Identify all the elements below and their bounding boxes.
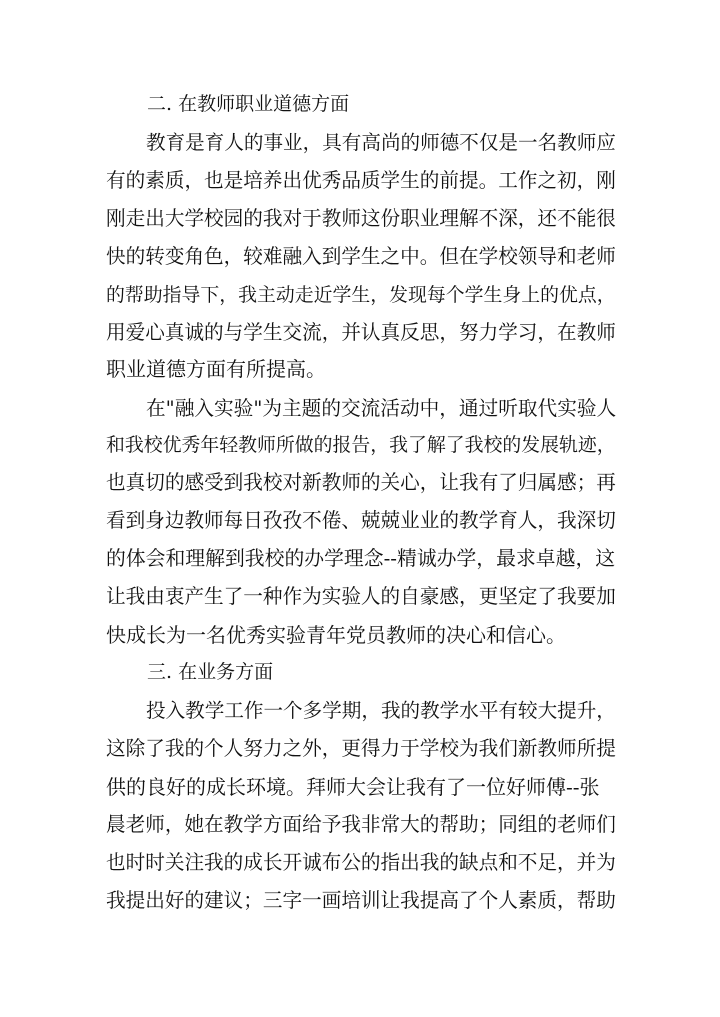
paragraph-line: 刚走出大学校园的我对于教师这份职业理解不深，还不能很: [106, 207, 616, 230]
paragraph-line: 快成长为一名优秀实验青年党员教师的决心和信心。: [106, 623, 566, 647]
paragraph-line: 有的素质，也是培养出优秀品质学生的前提。工作之初，刚: [106, 169, 616, 192]
paragraph-line: 和我校优秀年轻教师所做的报告，我了解了我校的发展轨迹，: [106, 434, 616, 456]
paragraph-line: 看到身边教师每日孜孜不倦、兢兢业业的教学育人，我深切: [106, 509, 616, 532]
paragraph-line: 这除了我的个人努力之外，更得力于学校为我们新教师所提: [106, 737, 616, 760]
paragraph-line: 用爱心真诚的与学生交流，并认真反思，努力学习，在教师: [106, 321, 616, 344]
paragraph-line: 职业道德方面有所提高。: [106, 357, 326, 381]
section-heading-3: 三. 在业务方面: [147, 661, 274, 683]
paragraph-line: 的帮助指导下，我主动走近学生，发现每个学生身上的优点，: [106, 284, 616, 306]
paragraph-line: 教育是育人的事业，具有高尚的师德不仅是一名教师应: [146, 131, 616, 154]
paragraph-line: 让我由衷产生了一种作为实验人的自豪感，更坚定了我要加: [106, 585, 616, 608]
paragraph-line: 供的良好的成长环境。拜师大会让我有了一位好师傅--张: [106, 775, 600, 799]
section-heading-2: 二. 在教师职业道德方面: [147, 93, 350, 115]
paragraph-line: 在"融入实验"为主题的交流活动中，通过听取代实验人: [146, 397, 617, 420]
paragraph-line: 也真切的感受到我校对新教师的关心，让我有了归属感；再: [106, 471, 616, 494]
paragraph-line: 投入教学工作一个多学期，我的教学水平有较大提升，: [146, 699, 616, 722]
paragraph-line: 我提出好的建议；三字一画培训让我提高了个人素质，帮助: [106, 889, 616, 912]
paragraph-line: 也时时关注我的成长开诚布公的指出我的缺点和不足，并为: [106, 851, 616, 874]
paragraph-line: 快的转变角色，较难融入到学生之中。但在学校领导和老师: [106, 245, 616, 268]
paragraph-line: 的体会和理解到我校的办学理念--精诚办学，最求卓越，这: [106, 547, 616, 570]
paragraph-line: 晨老师，她在教学方面给予我非常大的帮助；同组的老师们: [106, 813, 616, 836]
